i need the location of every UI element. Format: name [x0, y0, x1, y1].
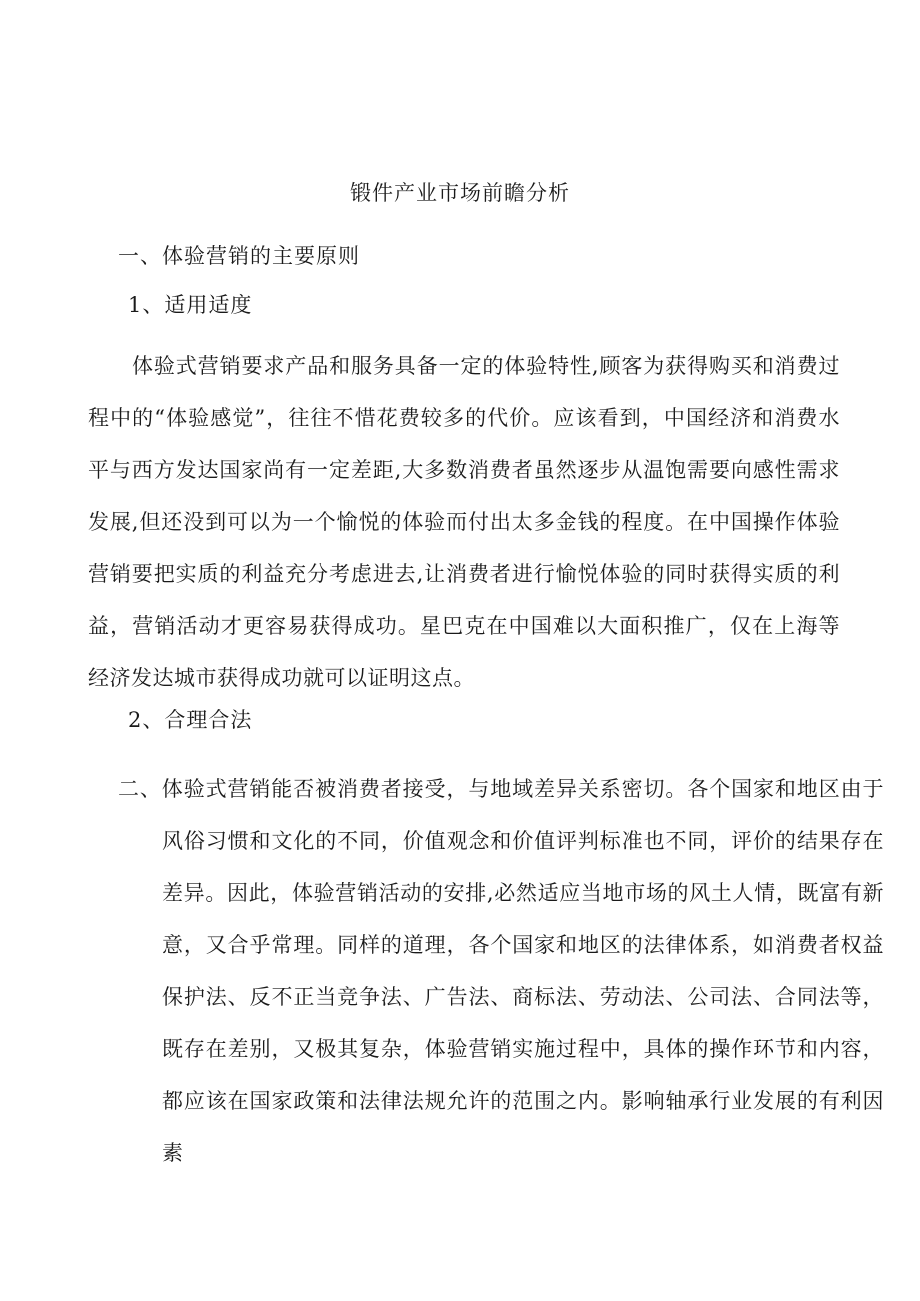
- document-title: 锻件产业市场前瞻分析: [350, 181, 570, 205]
- section-heading-1: 一、体验营销的主要原则: [118, 244, 360, 268]
- subsection-heading-1-2: 2、合理合法: [128, 708, 253, 732]
- paragraph-section-2: 二、体验式营销能否被消费者接受，与地域差异关系密切。各个国家和地区由于风俗习惯和文化的不同，价值观念和价值评判标准也不同，评价的结果存在差异。因此，体验营销活动的安排,必然适应当地市场的风土人情，既富有新意，又合乎常理。同样的道理，各个国家和地区的法律体系，如消费者权益保护法、反不正当竞争法、广告法、商标法、劳动法、公司法、合同法等，既存在差别，又极其复杂，体验营销实施过程中，具体的操作环节和内容，都应该在国家政策和法律法规允许的范围之内。影响轴承行业发展的有利因素: [118, 777, 884, 1165]
- subsection-heading-1-1: 1、适用适度: [128, 293, 253, 317]
- paragraph-1-1: 体验式营销要求产品和服务具备一定的体验特性,顾客为获得购买和消费过程中的“体验感觉”，往往不惜花费较多的代价。应该看到，中国经济和消费水平与西方发达国家尚有一定差距,大多数消费者虽然逐步从温饱需要向感性需求发展,但还没到可以为一个愉悦的体验而付出太多金钱的程度。在中国操作体验营销要把实质的利益充分考虑进去,让消费者进行愉悦体验的同时获得实质的利益，营销活动才更容易获得成功。星巴克在中国难以大面积推广，仅在上海等经济发达城市获得成功就可以证明这点。: [88, 354, 840, 690]
